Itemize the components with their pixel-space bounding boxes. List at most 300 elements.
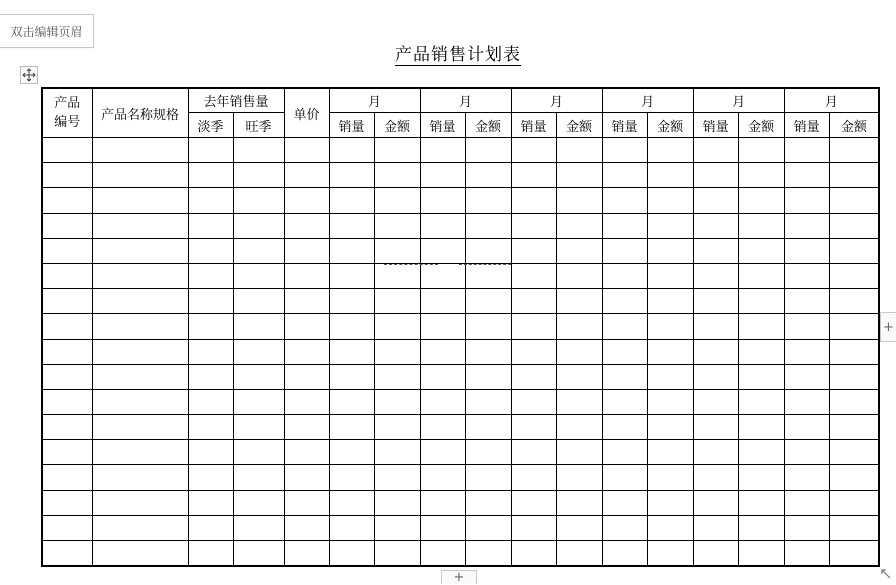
table-cell[interactable]	[465, 213, 511, 238]
table-cell[interactable]	[693, 138, 738, 163]
table-cell[interactable]	[233, 440, 284, 465]
table-cell[interactable]	[92, 289, 188, 314]
table-cell[interactable]	[420, 389, 465, 414]
table-cell[interactable]	[465, 389, 511, 414]
table-cell[interactable]	[556, 188, 602, 213]
table-cell[interactable]	[556, 541, 602, 567]
table-cell[interactable]	[420, 213, 465, 238]
table-cell[interactable]	[465, 339, 511, 364]
table-cell[interactable]	[784, 213, 829, 238]
table-cell[interactable]	[92, 163, 188, 188]
header-month-5-amount[interactable]: 金额	[738, 113, 784, 138]
table-cell[interactable]	[602, 188, 647, 213]
table-cell[interactable]	[374, 465, 420, 490]
table-cell[interactable]	[92, 138, 188, 163]
table-cell[interactable]	[233, 415, 284, 440]
table-cell[interactable]	[188, 213, 233, 238]
table-cell[interactable]	[420, 163, 465, 188]
table-cell[interactable]	[420, 188, 465, 213]
header-month-1-volume[interactable]: 销量	[329, 113, 374, 138]
table-cell[interactable]	[465, 364, 511, 389]
table-cell[interactable]	[284, 389, 329, 414]
header-month-6-volume[interactable]: 销量	[784, 113, 829, 138]
table-cell[interactable]	[647, 440, 693, 465]
table-cell[interactable]	[693, 389, 738, 414]
table-cell[interactable]	[92, 238, 188, 263]
table-cell[interactable]	[784, 339, 829, 364]
table-cell[interactable]	[602, 314, 647, 339]
table-cell[interactable]	[511, 263, 556, 288]
table-cell[interactable]	[647, 188, 693, 213]
table-cell[interactable]	[647, 289, 693, 314]
table-cell[interactable]	[284, 515, 329, 540]
table-cell[interactable]	[374, 440, 420, 465]
table-cell[interactable]	[329, 389, 374, 414]
header-month-5-volume[interactable]: 销量	[693, 113, 738, 138]
table-cell[interactable]	[420, 490, 465, 515]
add-row-button[interactable]: +	[441, 570, 477, 584]
table-cell[interactable]	[693, 263, 738, 288]
table-cell[interactable]	[188, 389, 233, 414]
table-cell[interactable]	[738, 289, 784, 314]
table-cell[interactable]	[92, 314, 188, 339]
header-month-6[interactable]: 月	[784, 88, 879, 113]
table-cell[interactable]	[511, 465, 556, 490]
table-cell[interactable]	[738, 213, 784, 238]
table-cell[interactable]	[829, 490, 879, 515]
table-cell[interactable]	[329, 465, 374, 490]
table-cell[interactable]	[465, 490, 511, 515]
header-month-6-amount[interactable]: 金额	[829, 113, 879, 138]
table-cell[interactable]	[42, 465, 92, 490]
table-cell[interactable]	[329, 515, 374, 540]
table-cell[interactable]	[188, 263, 233, 288]
table-cell[interactable]	[511, 289, 556, 314]
table-cell[interactable]	[738, 364, 784, 389]
table-cell[interactable]	[738, 490, 784, 515]
table-cell[interactable]	[92, 490, 188, 515]
table-cell[interactable]	[420, 263, 465, 288]
table-cell[interactable]	[329, 364, 374, 389]
table-cell[interactable]	[693, 238, 738, 263]
table-cell[interactable]	[92, 440, 188, 465]
header-peak-season[interactable]: 旺季	[233, 113, 284, 138]
table-cell[interactable]	[233, 339, 284, 364]
table-cell[interactable]	[647, 541, 693, 567]
table-cell[interactable]	[511, 138, 556, 163]
table-cell[interactable]	[738, 238, 784, 263]
table-cell[interactable]	[92, 364, 188, 389]
table-cell[interactable]	[738, 515, 784, 540]
header-month-1-amount[interactable]: 金额	[374, 113, 420, 138]
table-cell[interactable]	[233, 314, 284, 339]
table-cell[interactable]	[784, 364, 829, 389]
table-cell[interactable]	[738, 541, 784, 567]
table-cell[interactable]	[647, 163, 693, 188]
table-cell[interactable]	[420, 465, 465, 490]
header-month-2-volume[interactable]: 销量	[420, 113, 465, 138]
table-cell[interactable]	[233, 541, 284, 567]
table-cell[interactable]	[329, 138, 374, 163]
table-cell[interactable]	[693, 289, 738, 314]
table-cell[interactable]	[374, 289, 420, 314]
table-cell[interactable]	[602, 163, 647, 188]
table-cell[interactable]	[42, 541, 92, 567]
table-cell[interactable]	[647, 213, 693, 238]
table-cell[interactable]	[784, 490, 829, 515]
table-cell[interactable]	[784, 289, 829, 314]
table-cell[interactable]	[784, 541, 829, 567]
table-cell[interactable]	[284, 289, 329, 314]
header-month-2[interactable]: 月	[420, 88, 511, 113]
table-cell[interactable]	[829, 213, 879, 238]
table-cell[interactable]	[233, 138, 284, 163]
header-month-4-volume[interactable]: 销量	[602, 113, 647, 138]
table-cell[interactable]	[284, 415, 329, 440]
table-cell[interactable]	[465, 263, 511, 288]
table-cell[interactable]	[188, 440, 233, 465]
table-cell[interactable]	[602, 364, 647, 389]
table-cell[interactable]	[647, 415, 693, 440]
table-cell[interactable]	[284, 163, 329, 188]
table-cell[interactable]	[556, 339, 602, 364]
table-cell[interactable]	[784, 163, 829, 188]
table-cell[interactable]	[284, 364, 329, 389]
table-cell[interactable]	[829, 440, 879, 465]
table-cell[interactable]	[829, 364, 879, 389]
table-cell[interactable]	[284, 490, 329, 515]
header-month-3[interactable]: 月	[511, 88, 602, 113]
table-cell[interactable]	[188, 415, 233, 440]
table-cell[interactable]	[738, 138, 784, 163]
table-cell[interactable]	[738, 163, 784, 188]
table-cell[interactable]	[329, 263, 374, 288]
table-cell[interactable]	[42, 415, 92, 440]
table-cell[interactable]	[556, 163, 602, 188]
table-cell[interactable]	[511, 490, 556, 515]
table-cell[interactable]	[92, 541, 188, 567]
table-cell[interactable]	[92, 188, 188, 213]
table-cell[interactable]	[647, 314, 693, 339]
header-month-1[interactable]: 月	[329, 88, 420, 113]
table-cell[interactable]	[829, 465, 879, 490]
table-cell[interactable]	[784, 440, 829, 465]
table-cell[interactable]	[556, 490, 602, 515]
table-cell[interactable]	[511, 415, 556, 440]
table-cell[interactable]	[465, 188, 511, 213]
table-cell[interactable]	[374, 490, 420, 515]
table-cell[interactable]	[233, 238, 284, 263]
table-cell[interactable]	[329, 490, 374, 515]
table-cell[interactable]	[420, 440, 465, 465]
table-cell[interactable]	[284, 138, 329, 163]
table-cell[interactable]	[188, 465, 233, 490]
table-cell[interactable]	[693, 465, 738, 490]
table-cell[interactable]	[738, 389, 784, 414]
table-cell[interactable]	[465, 138, 511, 163]
table-cell[interactable]	[284, 339, 329, 364]
table-cell[interactable]	[42, 163, 92, 188]
table-cell[interactable]	[374, 541, 420, 567]
table-cell[interactable]	[738, 263, 784, 288]
header-product-name-spec[interactable]: 产品名称规格	[92, 88, 188, 138]
header-month-4-amount[interactable]: 金额	[647, 113, 693, 138]
table-cell[interactable]	[602, 440, 647, 465]
table-cell[interactable]	[556, 440, 602, 465]
table-cell[interactable]	[511, 440, 556, 465]
table-cell[interactable]	[329, 314, 374, 339]
table-cell[interactable]	[284, 238, 329, 263]
table-cell[interactable]	[602, 238, 647, 263]
table-cell[interactable]	[92, 339, 188, 364]
table-cell[interactable]	[511, 188, 556, 213]
table-cell[interactable]	[784, 515, 829, 540]
table-cell[interactable]	[42, 289, 92, 314]
table-cell[interactable]	[188, 289, 233, 314]
table-cell[interactable]	[602, 415, 647, 440]
table-cell[interactable]	[602, 465, 647, 490]
table-cell[interactable]	[42, 314, 92, 339]
table-cell[interactable]	[374, 389, 420, 414]
table-cell[interactable]	[511, 213, 556, 238]
table-cell[interactable]	[556, 515, 602, 540]
table-cell[interactable]	[738, 314, 784, 339]
table-cell[interactable]	[420, 138, 465, 163]
table-cell[interactable]	[738, 465, 784, 490]
table-cell[interactable]	[556, 314, 602, 339]
table-cell[interactable]	[556, 213, 602, 238]
table-cell[interactable]	[465, 238, 511, 263]
table-cell[interactable]	[465, 163, 511, 188]
table-cell[interactable]	[420, 541, 465, 567]
table-cell[interactable]	[511, 163, 556, 188]
table-cell[interactable]	[647, 339, 693, 364]
table-cell[interactable]	[420, 415, 465, 440]
table-cell[interactable]	[784, 188, 829, 213]
table-cell[interactable]	[829, 314, 879, 339]
table-cell[interactable]	[738, 339, 784, 364]
table-cell[interactable]	[233, 389, 284, 414]
table-cell[interactable]	[465, 541, 511, 567]
table-cell[interactable]	[693, 515, 738, 540]
table-cell[interactable]	[42, 238, 92, 263]
table-cell[interactable]	[693, 339, 738, 364]
table-cell[interactable]	[42, 213, 92, 238]
table-cell[interactable]	[829, 339, 879, 364]
table-cell[interactable]	[420, 289, 465, 314]
add-column-button[interactable]: +	[880, 312, 896, 342]
table-cell[interactable]	[829, 515, 879, 540]
table-cell[interactable]	[829, 263, 879, 288]
table-cell[interactable]	[233, 163, 284, 188]
table-cell[interactable]	[92, 389, 188, 414]
table-cell[interactable]	[374, 188, 420, 213]
header-low-season[interactable]: 淡季	[188, 113, 233, 138]
table-cell[interactable]	[42, 515, 92, 540]
table-cell[interactable]	[329, 541, 374, 567]
table-cell[interactable]	[92, 465, 188, 490]
table-cell[interactable]	[556, 465, 602, 490]
table-cell[interactable]	[188, 490, 233, 515]
table-cell[interactable]	[738, 188, 784, 213]
table-cell[interactable]	[784, 238, 829, 263]
table-cell[interactable]	[693, 314, 738, 339]
table-cell[interactable]	[284, 465, 329, 490]
table-cell[interactable]	[784, 389, 829, 414]
table-cell[interactable]	[42, 339, 92, 364]
table-cell[interactable]	[465, 440, 511, 465]
table-cell[interactable]	[329, 163, 374, 188]
header-month-5[interactable]: 月	[693, 88, 784, 113]
header-last-year-sales[interactable]: 去年销售量	[188, 88, 284, 113]
table-cell[interactable]	[188, 238, 233, 263]
table-cell[interactable]	[829, 415, 879, 440]
table-cell[interactable]	[92, 213, 188, 238]
table-cell[interactable]	[556, 415, 602, 440]
table-cell[interactable]	[188, 541, 233, 567]
table-cell[interactable]	[647, 515, 693, 540]
table-cell[interactable]	[329, 339, 374, 364]
header-product-no[interactable]	[42, 88, 92, 138]
table-cell[interactable]	[233, 289, 284, 314]
table-cell[interactable]	[784, 314, 829, 339]
table-cell[interactable]	[511, 389, 556, 414]
table-cell[interactable]	[647, 263, 693, 288]
table-resize-handle[interactable]	[880, 568, 894, 582]
table-cell[interactable]	[647, 238, 693, 263]
table-cell[interactable]	[465, 314, 511, 339]
header-month-3-volume[interactable]: 销量	[511, 113, 556, 138]
table-cell[interactable]	[602, 138, 647, 163]
table-cell[interactable]	[829, 163, 879, 188]
table-cell[interactable]	[284, 314, 329, 339]
header-month-3-amount[interactable]: 金额	[556, 113, 602, 138]
table-cell[interactable]	[511, 541, 556, 567]
table-cell[interactable]	[784, 138, 829, 163]
table-cell[interactable]	[556, 364, 602, 389]
table-cell[interactable]	[188, 138, 233, 163]
table-cell[interactable]	[602, 515, 647, 540]
table-cell[interactable]	[602, 263, 647, 288]
table-cell[interactable]	[693, 213, 738, 238]
table-cell[interactable]	[374, 364, 420, 389]
table-cell[interactable]	[374, 314, 420, 339]
table-cell[interactable]	[602, 339, 647, 364]
table-cell[interactable]	[374, 415, 420, 440]
table-cell[interactable]	[784, 465, 829, 490]
table-cell[interactable]	[284, 440, 329, 465]
header-month-4[interactable]: 月	[602, 88, 693, 113]
table-cell[interactable]	[233, 364, 284, 389]
table-cell[interactable]	[188, 515, 233, 540]
table-cell[interactable]	[329, 188, 374, 213]
table-cell[interactable]	[420, 364, 465, 389]
table-cell[interactable]	[188, 339, 233, 364]
table-cell[interactable]	[420, 314, 465, 339]
table-cell[interactable]	[233, 188, 284, 213]
table-cell[interactable]	[188, 188, 233, 213]
header-unit-price[interactable]: 单价	[284, 88, 329, 138]
table-cell[interactable]	[647, 138, 693, 163]
table-cell[interactable]	[284, 188, 329, 213]
table-cell[interactable]	[374, 263, 420, 288]
table-cell[interactable]	[602, 490, 647, 515]
table-cell[interactable]	[374, 213, 420, 238]
table-cell[interactable]	[556, 138, 602, 163]
table-cell[interactable]	[233, 465, 284, 490]
table-cell[interactable]	[784, 263, 829, 288]
table-cell[interactable]	[284, 263, 329, 288]
table-cell[interactable]	[329, 415, 374, 440]
table-cell[interactable]	[188, 163, 233, 188]
table-cell[interactable]	[602, 289, 647, 314]
table-cell[interactable]	[829, 541, 879, 567]
table-cell[interactable]	[188, 314, 233, 339]
table-cell[interactable]	[92, 415, 188, 440]
table-cell[interactable]	[420, 515, 465, 540]
header-month-2-amount[interactable]: 金额	[465, 113, 511, 138]
table-cell[interactable]	[284, 541, 329, 567]
table-cell[interactable]	[556, 289, 602, 314]
table-cell[interactable]	[829, 389, 879, 414]
table-cell[interactable]	[42, 440, 92, 465]
table-cell[interactable]	[647, 389, 693, 414]
edit-header-hint[interactable]: 双击编辑页眉	[0, 14, 94, 48]
table-cell[interactable]	[738, 415, 784, 440]
table-cell[interactable]	[647, 364, 693, 389]
table-cell[interactable]	[42, 364, 92, 389]
table-cell[interactable]	[374, 339, 420, 364]
table-cell[interactable]	[233, 263, 284, 288]
table-cell[interactable]	[556, 263, 602, 288]
table-cell[interactable]	[693, 490, 738, 515]
table-cell[interactable]	[92, 515, 188, 540]
table-cell[interactable]	[374, 138, 420, 163]
table-cell[interactable]	[329, 213, 374, 238]
table-cell[interactable]	[829, 188, 879, 213]
table-cell[interactable]	[465, 289, 511, 314]
table-cell[interactable]	[329, 289, 374, 314]
table-cell[interactable]	[42, 389, 92, 414]
table-cell[interactable]	[374, 163, 420, 188]
table-cell[interactable]	[233, 213, 284, 238]
table-cell[interactable]	[511, 364, 556, 389]
table-cell[interactable]	[647, 465, 693, 490]
table-cell[interactable]	[465, 465, 511, 490]
table-cell[interactable]	[233, 515, 284, 540]
table-cell[interactable]	[602, 213, 647, 238]
table-cell[interactable]	[693, 541, 738, 567]
table-cell[interactable]	[42, 138, 92, 163]
table-cell[interactable]	[465, 415, 511, 440]
table-move-handle[interactable]	[20, 66, 38, 84]
table-cell[interactable]	[329, 238, 374, 263]
table-cell[interactable]	[374, 515, 420, 540]
table-cell[interactable]	[420, 238, 465, 263]
table-cell[interactable]	[829, 289, 879, 314]
table-cell[interactable]	[556, 389, 602, 414]
table-cell[interactable]	[329, 440, 374, 465]
table-cell[interactable]	[556, 238, 602, 263]
table-cell[interactable]	[188, 364, 233, 389]
table-cell[interactable]	[42, 263, 92, 288]
table-cell[interactable]	[693, 440, 738, 465]
table-cell[interactable]	[738, 440, 784, 465]
table-cell[interactable]	[511, 515, 556, 540]
table-cell[interactable]	[693, 188, 738, 213]
table-cell[interactable]	[42, 490, 92, 515]
table-cell[interactable]	[420, 339, 465, 364]
